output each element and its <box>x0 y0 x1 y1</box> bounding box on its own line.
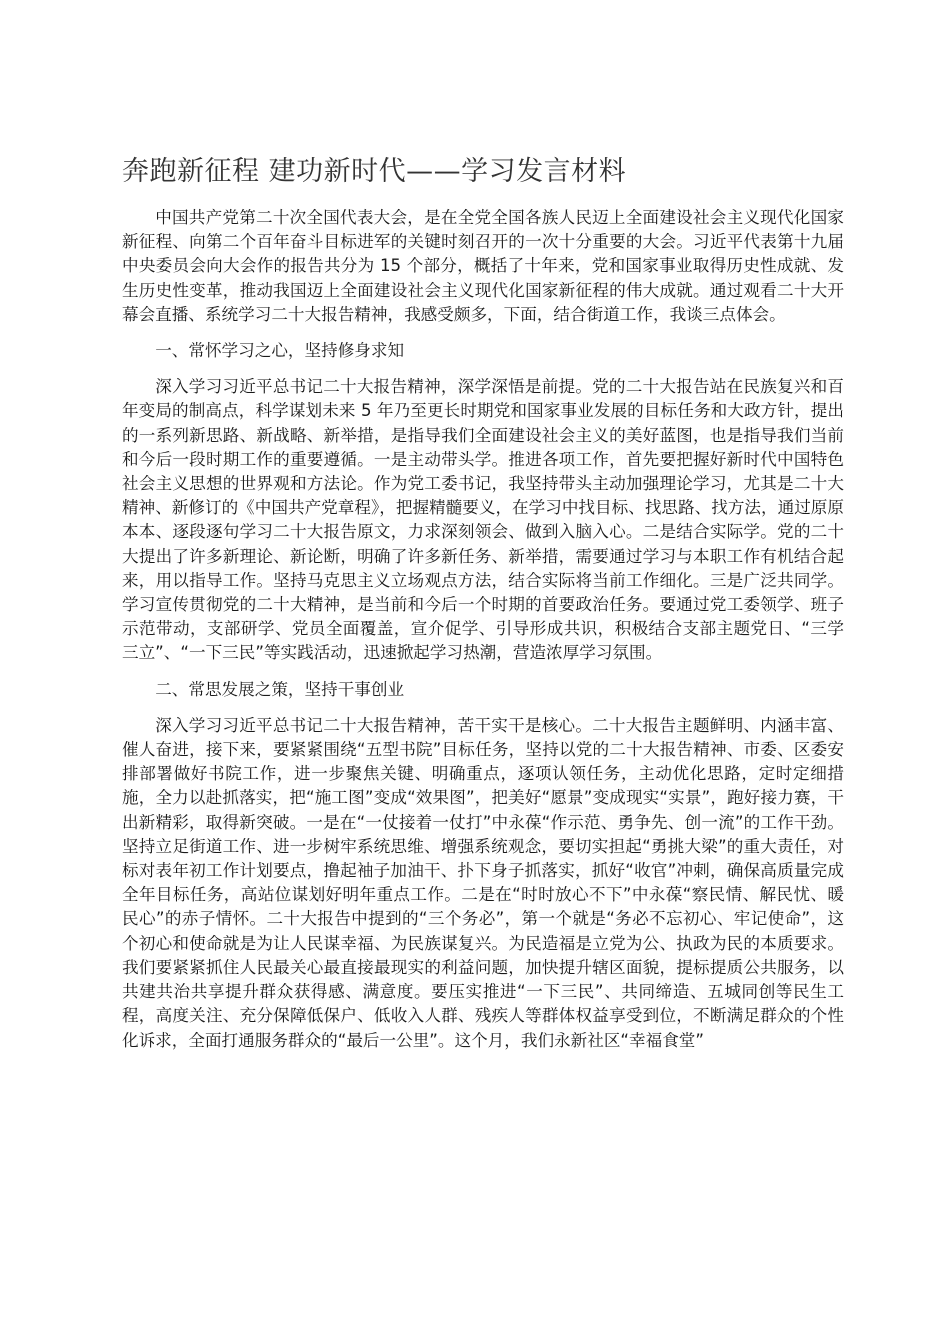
section-2-paragraph: 深入学习习近平总书记二十大报告精神，苦干实干是核心。二十大报告主题鲜明、内涵丰富、催人奋进，接下来，要紧紧围绕“五型书院”目标任务，坚持以党的二十大报告精神、市委、区委安排部署做好书院工作，进一步聚焦关键、明确重点，逐项认领任务，主动优化思路，定时定细措施，全力以赴抓落实，把“施工图”变成“效果图”，把美好“愿景”变成现实“实景”，跑好接力赛，干出新精彩，取得新突破。一是在“一仗接着一仗打”中永葆“作示范、勇争先、创一流”的工作干劲。坚持立足街道工作、进一步树牢系统思维、增强系统观念，要切实担起“勇挑大梁”的重大责任，对标对表年初工作计划要点，撸起袖子加油干、扑下身子抓落实，抓好“收官”冲刺，确保高质量完成全年目标任务，高站位谋划好明年重点工作。二是在“时时放心不下”中永葆“察民情、解民忧、暖民心”的赤子情怀。二十大报告中提到的“三个务必”，第一个就是“务必不忘初心、牢记使命”，这个初心和使命就是为让人民谋幸福、为民族谋复兴。为民造福是立党为公、执政为民的本质要求。我们要紧紧抓住人民最关心最直接最现实的利益问题，加快提升辖区面貌，提标提质公共服务，以共建共治共享提升群众获得感、满意度。要压实推进“一下三民”、共同缔造、五城同创等民生工程，高度关注、充分保障低保户、低收入人群、残疾人等群体权益享受到位，不断满足群众的个性化诉求，全面打通服务群众的“最后一公里”。这个月，我们永新社区“幸福食堂” <box>122 715 844 1050</box>
section-1-heading: 一、常怀学习之心，坚持修身求知 <box>155 341 405 361</box>
section-2-heading: 二、常思发展之策，坚持干事创业 <box>155 679 405 699</box>
intro-paragraph: 中国共产党第二十次全国代表大会，是在全党全国各族人民迈上全面建设社会主义现代化国家新征程、向第二个百年奋斗目标进军的关键时刻召开的一次十分重要的大会。习近平代表第十九届中央委员会向大会作的报告共分为 15 个部分，概括了十年来，党和国家事业取得历史性成就、发生历史性变革，推动我国迈上全面建设社会主义现代化国家新征程的伟大成就。通过观看二十大开幕会直播、系统学习二十大报告精神，我感受颇多，下面，结合街道工作，我谈三点体会。 <box>122 208 844 324</box>
document-body <box>122 206 844 1065</box>
section-1-paragraph: 深入学习习近平总书记二十大报告精神，深学深悟是前提。党的二十大报告站在民族复兴和百年变局的制高点，科学谋划未来 5 年乃至更长时期党和国家事业发展的目标任务和大政方针，提出的一系列新思路、新战略、新举措，是指导我们全面建设社会主义的美好蓝图，也是指导我们当前和今后一段时期工作的重要遵循。一是主动带头学。推进各项工作，首先要把握好新时代中国特色社会主义思想的世界观和方法论。作为党工委书记，我坚持带头主动加强理论学习，尤其是二十大精神、新修订的《中国共产党章程》，把握精髓要义，在学习中找目标、找思路、找方法，通过原原本本、逐段逐句学习二十大报告原文，力求深刻领会、做到入脑入心。二是结合实际学。党的二十大提出了许多新理论、新论断，明确了许多新任务、新举措，需要通过学习与本职工作有机结合起来，用以指导工作。坚持马克思主义立场观点方法，结合实际将当前工作细化。三是广泛共同学。学习宣传贯彻党的二十大精神，是当前和今后一个时期的首要政治任务。要通过党工委领学、班子示范带动，支部研学、党员全面覆盖，宣介促学、引导形成共识，积极结合支部主题党日、“三学三立”、“一下三民”等实践活动，迅速掀起学习热潮，营造浓厚学习氛围。 <box>122 377 844 663</box>
document-title: 奔跑新征程 建功新时代——学习发言材料 <box>122 156 627 187</box>
